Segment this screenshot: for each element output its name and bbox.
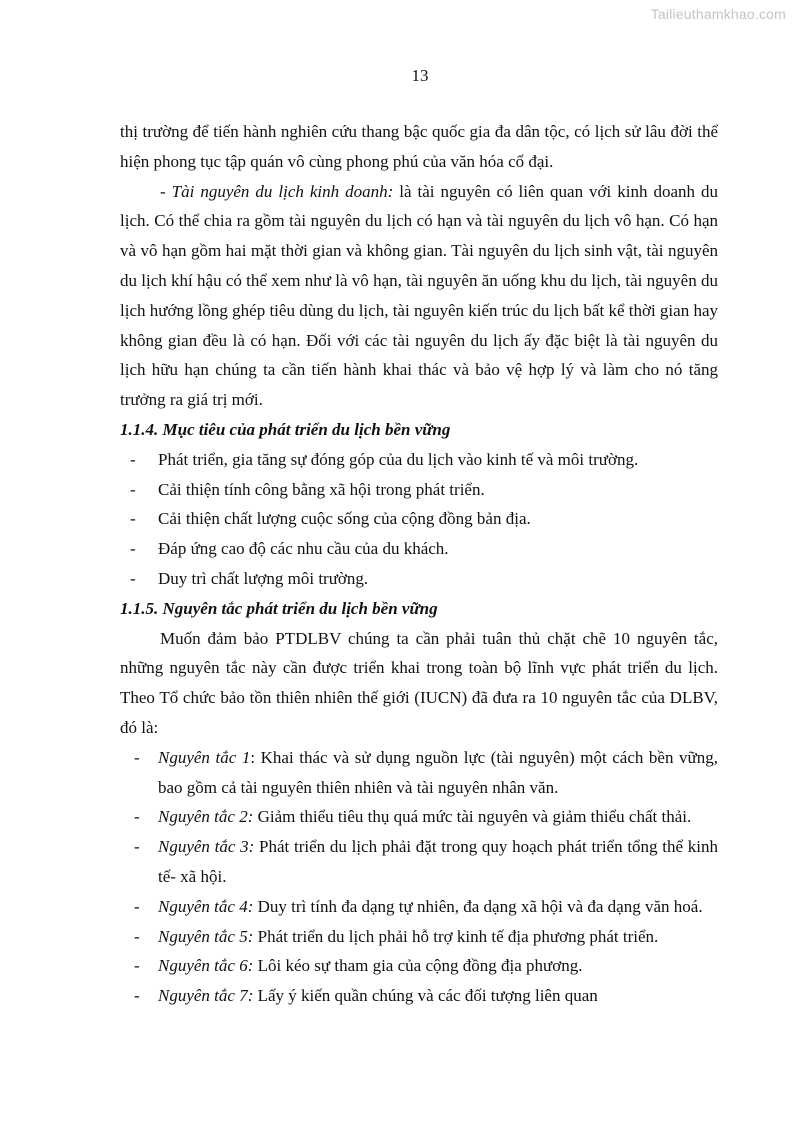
principle-label: Nguyên tắc 1 bbox=[158, 747, 251, 767]
principle-description: Lôi kéo sự tham gia của cộng đồng địa phương. bbox=[257, 956, 583, 976]
list-item-text: Đáp ứng cao độ các nhu cầu của du khách. bbox=[158, 539, 449, 559]
paragraph-body: là tài nguyên có liên quan với kinh doanh du lịch. Có thể chia ra gồm tài nguyên du lịch có hạn và tài nguyên du lịch vô hạn. Có hạn và vô hạn gồm hai mặt thời gian và không gian. Tài nguyên du lịch sinh vật, tài nguyên du lịch khí hậu có thể xem như là vô hạn, tài nguyên ăn uống khu du lịch, tài nguyên du lịch hướng lồng ghép tiêu dùng du lịch, tài nguyên kiến trúc du lịch bất kể thời gian hay không gian đều là có hạn. Đối với các tài nguyên du lịch ấy đặc biệt là tài nguyên du lịch hữu hạn chúng ta cần tiến hành khai thác và bảo vệ hợp lý và làm cho nó tăng trưởng ra giá trị mới. bbox=[120, 181, 718, 410]
objectives-list bbox=[120, 445, 718, 594]
dash-bullet: - bbox=[130, 568, 136, 588]
list-item-text: Cải thiện tính công bằng xã hội trong phát triển. bbox=[158, 479, 485, 499]
principle-description: Phát triển du lịch phải đặt trong quy hoạch phát triển tổng thể kinh tế- xã hội. bbox=[158, 837, 718, 886]
paragraph-business-resources bbox=[120, 177, 718, 415]
principle-description: Khai thác và sử dụng nguồn lực (tài nguyên) một cách bền vững, bao gồm cả tài nguyên thiên nhiên và tài nguyên nhân văn. bbox=[158, 747, 719, 797]
dash-bullet: - bbox=[134, 837, 140, 857]
section-heading-1-1-5: 1.1.5. Nguyên tắc phát triển du lịch bền vững bbox=[120, 598, 438, 618]
principle-label: Nguyên tắc 2: bbox=[158, 807, 254, 827]
paragraph-continuation: thị trường để tiến hành nghiên cứu thang bậc quốc gia đa dân tộc, có lịch sử lâu đời thể hiện phong tục tập quán vô cùng phong phú của văn hóa cổ đại. bbox=[120, 122, 718, 171]
list-item bbox=[120, 445, 718, 475]
list-item bbox=[120, 475, 718, 505]
dash-bullet: - bbox=[134, 956, 140, 976]
document-body bbox=[120, 117, 718, 1011]
principle-description: Giảm thiểu tiêu thụ quá mức tài nguyên và giảm thiểu chất thải. bbox=[257, 807, 692, 827]
dash-bullet: - bbox=[134, 807, 140, 827]
paragraph-prefix: - bbox=[160, 181, 172, 201]
dash-bullet: - bbox=[130, 539, 136, 559]
section-heading-1-1-4: 1.1.4. Mục tiêu của phát triển du lịch bền vững bbox=[120, 419, 451, 439]
dash-bullet: - bbox=[134, 986, 140, 1006]
principle-item bbox=[120, 892, 718, 922]
principle-text bbox=[158, 802, 718, 832]
dash-bullet: - bbox=[134, 926, 140, 946]
dash-bullet: - bbox=[130, 479, 136, 499]
principle-item bbox=[120, 981, 718, 1011]
principle-text bbox=[158, 892, 718, 922]
principle-item bbox=[120, 802, 718, 832]
dash-bullet: - bbox=[130, 509, 136, 529]
principle-item bbox=[120, 922, 718, 952]
list-item bbox=[120, 564, 718, 594]
principles-list bbox=[120, 743, 718, 1011]
principle-label: Nguyên tắc 6: bbox=[158, 956, 254, 976]
dash-bullet: - bbox=[134, 747, 140, 767]
principle-text bbox=[158, 922, 718, 952]
principle-text bbox=[158, 832, 718, 892]
term-business-resources: Tài nguyên du lịch kinh doanh: bbox=[171, 181, 394, 201]
principle-item bbox=[120, 832, 718, 892]
principle-label: Nguyên tắc 3: bbox=[158, 837, 255, 857]
list-item bbox=[120, 504, 718, 534]
list-item bbox=[120, 534, 718, 564]
principle-item bbox=[120, 743, 718, 803]
principle-separator: : bbox=[250, 747, 261, 767]
principle-item bbox=[120, 951, 718, 981]
principle-label: Nguyên tắc 4: bbox=[158, 896, 254, 916]
dash-bullet: - bbox=[134, 896, 140, 916]
principle-label: Nguyên tắc 5: bbox=[158, 926, 254, 946]
paragraph-principles-intro: Muốn đảm bảo PTDLBV chúng ta cần phải tuân thủ chặt chẽ 10 nguyên tắc, những nguyên tắc này cần được triển khai trong toàn bộ lĩnh vực phát triển du lịch. Theo Tổ chức bảo tồn thiên nhiên thế giới (IUCN) đã đưa ra 10 nguyên tắc của DLBV, đó là: bbox=[120, 628, 718, 737]
principle-label: Nguyên tắc 7: bbox=[158, 986, 254, 1006]
principle-description: Phát triển du lịch phải hỗ trợ kinh tế địa phương phát triển. bbox=[257, 926, 659, 946]
principle-text bbox=[158, 951, 718, 981]
page-number: 13 bbox=[411, 66, 429, 85]
watermark: Tailieuthamkhao.com bbox=[650, 6, 786, 22]
principle-description: Duy trì tính đa dạng tự nhiên, đa dạng xã hội và đa dạng văn hoá. bbox=[257, 896, 703, 916]
principle-text bbox=[158, 981, 718, 1011]
principle-text bbox=[158, 743, 718, 803]
list-item-text: Duy trì chất lượng môi trường. bbox=[158, 568, 369, 588]
principle-description: Lấy ý kiến quần chúng và các đối tượng liên quan bbox=[257, 986, 598, 1006]
list-item-text: Phát triển, gia tăng sự đóng góp của du lịch vào kinh tế và môi trường. bbox=[158, 449, 639, 469]
dash-bullet: - bbox=[130, 449, 136, 469]
list-item-text: Cải thiện chất lượng cuộc sống của cộng đồng bản địa. bbox=[158, 509, 531, 529]
